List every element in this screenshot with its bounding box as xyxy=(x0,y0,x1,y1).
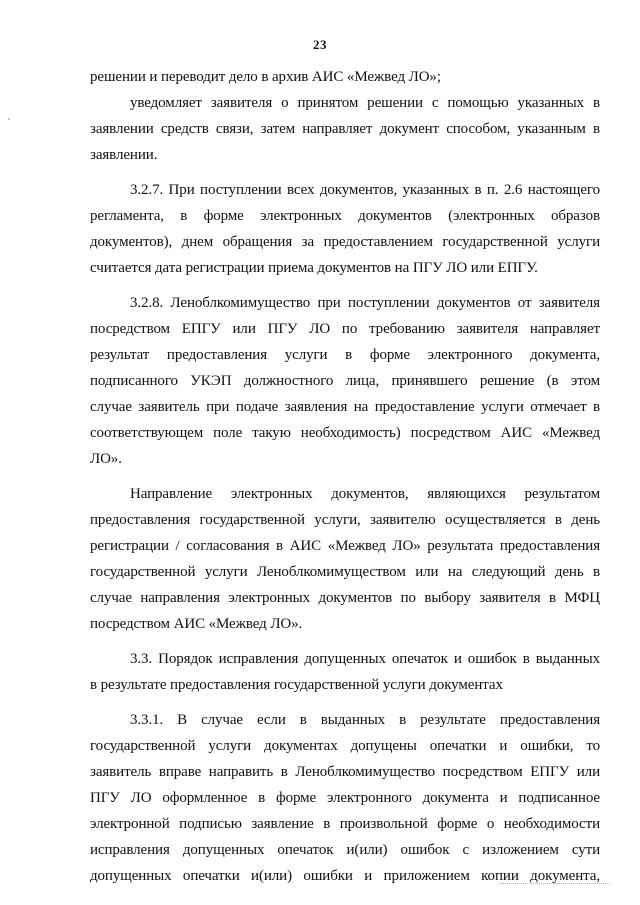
text-line: Направление электронных документов, являющихся результатом xyxy=(130,486,600,502)
text-line: ЛО». xyxy=(90,451,122,467)
text-line: регистрации / согласования в АИС «Межвед ЛО» результата предоставления xyxy=(90,538,600,554)
page-number: 23 xyxy=(313,37,327,52)
text-line: уведомляет заявителя о принятом решении с помощью указанных в xyxy=(130,95,600,111)
text-line: заявитель вправе направить в Леноблкомимущество посредством ЕПГУ или xyxy=(90,764,600,780)
text-line: документов), днем обращения за предоставлением государственной услуги xyxy=(90,234,600,250)
text-line: допущенных опечатки и(или) ошибки и приложением копии документа, xyxy=(90,868,600,884)
text-line: результат предоставления услуги в форме электронного документа, xyxy=(90,347,600,363)
paragraph-3-2-7 xyxy=(90,177,600,281)
text-line: посредством ЕПГУ или ПГУ ЛО по требованию заявителя направляет xyxy=(90,321,600,337)
text-line: 3.2.7. При поступлении всех документов, указанных в п. 2.6 настоящего xyxy=(130,182,600,198)
text-line: считается дата регистрации приема документов на ПГУ ЛО или ЕПГУ. xyxy=(90,260,538,276)
paragraph-notify xyxy=(90,90,600,168)
paragraph-3-2-8 xyxy=(90,290,600,472)
text-line: предоставления государственной услуги, заявителю осуществляется в день xyxy=(90,512,600,528)
paragraph-3-3-1 xyxy=(90,707,600,889)
text-line: посредством АИС «Межвед ЛО». xyxy=(90,616,303,632)
text-line: заявлении средств связи, затем направляет документ способом, указанным в xyxy=(90,121,600,137)
scan-artifact-line xyxy=(500,883,610,887)
text-line: электронной подписью заявление в произвольной форме о необходимости xyxy=(90,816,600,832)
document-body xyxy=(90,64,600,889)
text-line: государственной услуги документах допущены опечатки и ошибки, то xyxy=(90,738,600,754)
text-line: регламента, в форме электронных документов (электронных образов xyxy=(90,208,600,224)
text-line: случае заявитель при подаче заявления на предоставление услуги отмечает в xyxy=(90,399,600,415)
text-line: ПГУ ЛО оформленное в форме электронного документа и подписанное xyxy=(90,790,600,806)
text-line: исправления допущенных опечаток и(или) ошибок с изложением сути xyxy=(90,842,600,858)
text-line: 3.2.8. Леноблкомимущество при поступлении документов от заявителя xyxy=(130,295,600,311)
text-line: случае направления электронных документов по выбору заявителя в МФЦ xyxy=(90,590,600,606)
text-line: 3.3.1. В случае если в выданных в результате предоставления xyxy=(130,712,600,728)
text-line: государственной услуги Леноблкомимуществом или на следующий день в xyxy=(90,564,600,580)
text-line: решении и переводит дело в архив АИС «Межвед ЛО»; xyxy=(90,69,441,85)
paragraph-electronic-docs xyxy=(90,481,600,637)
section-heading-3-3 xyxy=(90,646,600,698)
text-line: заявлении. xyxy=(90,147,158,163)
text-line: в результате предоставления государственной услуги документах xyxy=(90,677,503,693)
text-line: соответствующем поле такую необходимость) посредством АИС «Межвед xyxy=(90,425,600,441)
text-line: подписанного УКЭП должностного лица, принявшего решение (в этом xyxy=(90,373,600,389)
text-line: 3.3. Порядок исправления допущенных опечаток и ошибок в выданных xyxy=(130,651,600,667)
paragraph-continuation xyxy=(90,64,600,90)
scan-speck xyxy=(8,118,10,120)
